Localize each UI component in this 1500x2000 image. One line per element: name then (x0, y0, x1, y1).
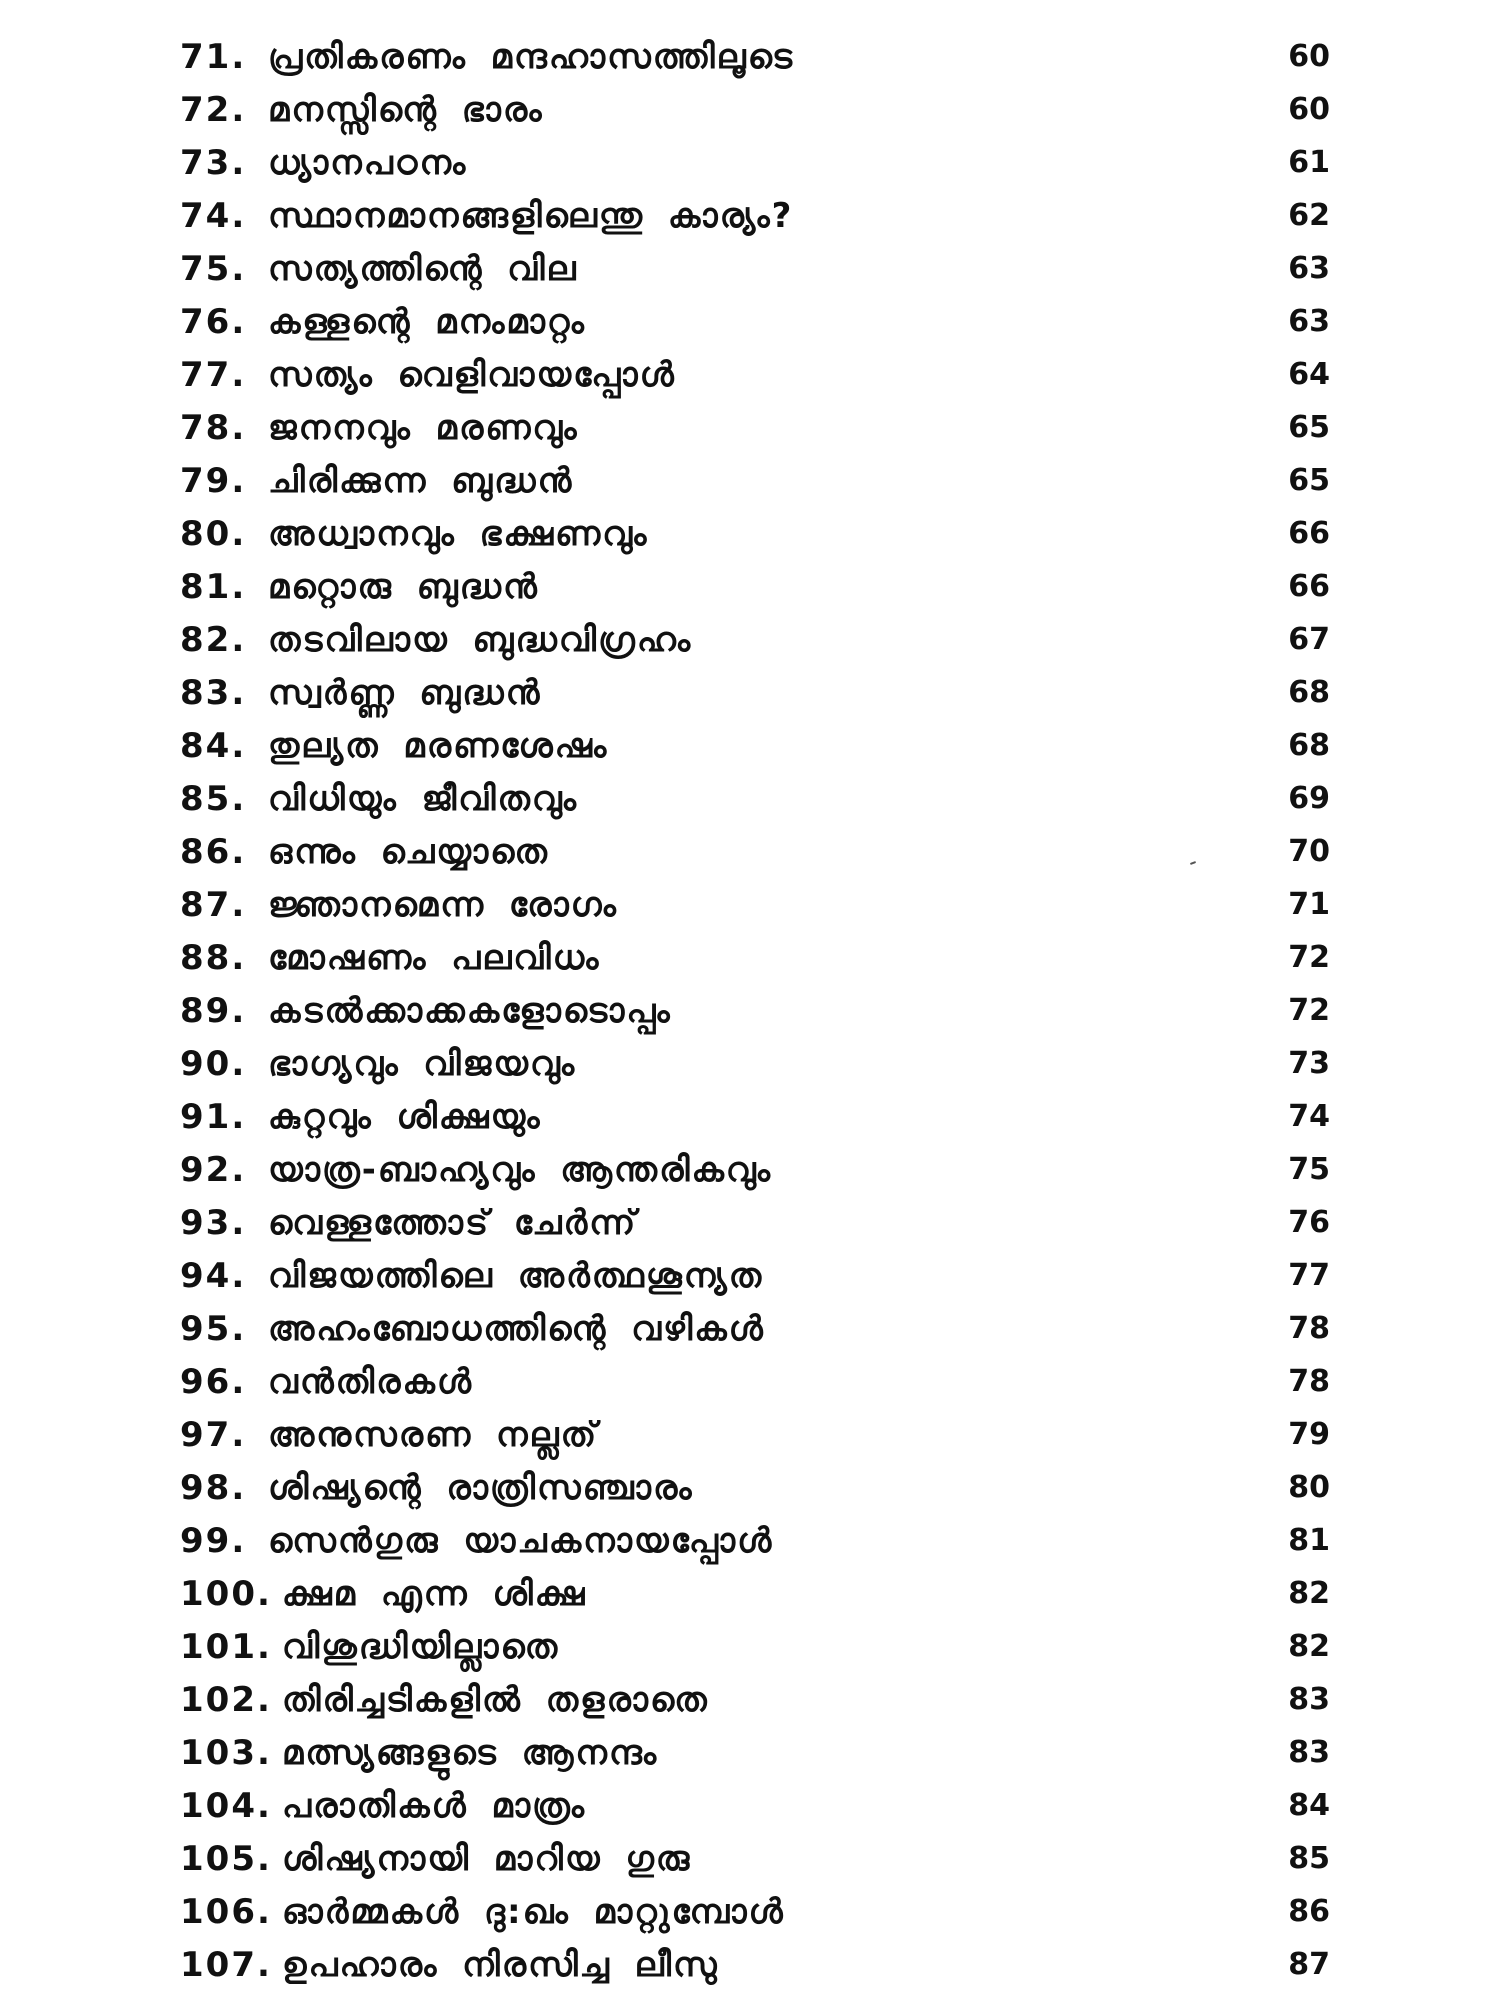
entry-page-number: 87 (1288, 1947, 1330, 1982)
toc-entry (180, 189, 1330, 242)
entry-page-number: 70 (1288, 834, 1330, 869)
toc-entry (180, 1832, 1330, 1885)
toc-entry (180, 1779, 1330, 1832)
entry-page-number: 68 (1288, 675, 1330, 710)
entry-page-number: 86 (1288, 1894, 1330, 1929)
entry-page-number: 61 (1288, 145, 1330, 180)
entry-number: 89. (180, 990, 247, 1031)
entry-number: 102. (180, 1679, 272, 1720)
entry-number: 87. (180, 884, 247, 925)
toc-entry (180, 401, 1330, 454)
entry-title: ഒന്നും ചെയ്യാതെ (268, 831, 549, 872)
entry-number: 107. (180, 1944, 272, 1985)
entry-page-number: 62 (1288, 198, 1330, 233)
entry-page-number: 66 (1288, 569, 1330, 604)
entry-number: 76. (180, 301, 247, 342)
entry-title: ജ്ഞാനമെന്ന രോഗം (268, 884, 618, 925)
entry-title: ഓർമ്മകൾ ദു:ഖം മാറ്റുമ്പോൾ (282, 1891, 785, 1932)
toc-entry (180, 30, 1330, 83)
toc-entry (180, 666, 1330, 719)
entry-number: 79. (180, 460, 247, 501)
entry-number: 96. (180, 1361, 247, 1402)
entry-number: 101. (180, 1626, 272, 1667)
entry-page-number: 79 (1288, 1417, 1330, 1452)
entry-number: 97. (180, 1414, 247, 1455)
toc-entry (180, 1461, 1330, 1514)
toc-entry (180, 136, 1330, 189)
entry-page-number: 65 (1288, 410, 1330, 445)
entry-number: 88. (180, 937, 247, 978)
entry-page-number: 67 (1288, 622, 1330, 657)
entry-number: 93. (180, 1202, 247, 1243)
toc-entry (180, 1885, 1330, 1938)
toc-entry (180, 1037, 1330, 1090)
entry-title: സത്യത്തിന്റെ വില (268, 248, 578, 289)
toc-entry (180, 719, 1330, 772)
entry-title: വെള്ളത്തോട് ചേർന്ന് (268, 1202, 638, 1243)
toc-entry (180, 1620, 1330, 1673)
entry-title: ശിഷ്യന്റെ രാത്രിസഞ്ചാരം (268, 1467, 694, 1508)
entry-page-number: 65 (1288, 463, 1330, 498)
entry-number: 104. (180, 1785, 272, 1826)
entry-page-number: 78 (1288, 1364, 1330, 1399)
entry-title: ശിഷ്യനായി മാറിയ ഗുരു (282, 1838, 692, 1879)
entry-number: 71. (180, 36, 247, 77)
entry-title: ജനനവും മരണവും (268, 407, 579, 448)
toc-entry (180, 984, 1330, 1037)
entry-page-number: 82 (1288, 1576, 1330, 1611)
table-of-contents (180, 30, 1330, 1991)
entry-title: ചിരിക്കുന്ന ബുദ്ധൻ (268, 460, 574, 501)
toc-entry (180, 454, 1330, 507)
entry-title: തുല്യത മരണശേഷം (268, 725, 609, 766)
entry-number: 92. (180, 1149, 247, 1190)
entry-number: 105. (180, 1838, 272, 1879)
entry-page-number: 78 (1288, 1311, 1330, 1346)
entry-number: 94. (180, 1255, 247, 1296)
entry-title: സ്ഥാനമാനങ്ങളിലെന്തു കാര്യം? (268, 195, 794, 236)
entry-title: ഭാഗ്യവും വിജയവും (268, 1043, 577, 1084)
entry-page-number: 66 (1288, 516, 1330, 551)
entry-page-number: 60 (1288, 92, 1330, 127)
entry-number: 84. (180, 725, 247, 766)
entry-title: വൻതിരകൾ (268, 1361, 474, 1402)
entry-page-number: 73 (1288, 1046, 1330, 1081)
entry-number: 77. (180, 354, 247, 395)
entry-number: 90. (180, 1043, 247, 1084)
entry-page-number: 82 (1288, 1629, 1330, 1664)
toc-entry (180, 1143, 1330, 1196)
entry-number: 99. (180, 1520, 247, 1561)
entry-title: മത്സ്യങ്ങളുടെ ആനന്ദം (282, 1732, 659, 1773)
toc-entry (180, 83, 1330, 136)
entry-title: സെൻഗുരു യാചകനായപ്പോൾ (268, 1520, 774, 1561)
entry-page-number: 72 (1288, 940, 1330, 975)
entry-number: 100. (180, 1573, 272, 1614)
entry-number: 106. (180, 1891, 272, 1932)
entry-number: 85. (180, 778, 247, 819)
entry-title: കള്ളന്റെ മനംമാറ്റം (268, 301, 586, 342)
toc-entry (180, 1196, 1330, 1249)
entry-number: 98. (180, 1467, 247, 1508)
entry-number: 80. (180, 513, 247, 554)
toc-entry (180, 1090, 1330, 1143)
entry-number: 91. (180, 1096, 247, 1137)
entry-number: 72. (180, 89, 247, 130)
entry-number: 74. (180, 195, 247, 236)
entry-title: കടൽക്കാക്കകളോടൊപ്പം (268, 990, 672, 1031)
entry-page-number: 74 (1288, 1099, 1330, 1134)
entry-number: 82. (180, 619, 247, 660)
entry-title: യാത്ര-ബാഹ്യവും ആന്തരികവും (268, 1149, 772, 1190)
toc-entry (180, 825, 1330, 878)
entry-page-number: 85 (1288, 1841, 1330, 1876)
entry-title: അനുസരണ നല്ലത് (268, 1414, 599, 1455)
toc-entry (180, 1567, 1330, 1620)
entry-title: അഹംബോധത്തിന്റെ വഴികൾ (268, 1308, 765, 1349)
toc-entry (180, 560, 1330, 613)
entry-page-number: 80 (1288, 1470, 1330, 1505)
entry-page-number: 60 (1288, 39, 1330, 74)
toc-entry (180, 772, 1330, 825)
entry-title: വിജയത്തിലെ അർത്ഥശൂന്യത (268, 1255, 764, 1296)
toc-entry (180, 1249, 1330, 1302)
entry-title: ഉപഹാരം നിരസിച്ച ലീസു (282, 1944, 719, 1985)
entry-title: സത്യം വെളിവായപ്പോൾ (268, 354, 676, 395)
toc-entry (180, 348, 1330, 401)
entry-number: 75. (180, 248, 247, 289)
entry-number: 73. (180, 142, 247, 183)
entry-page-number: 68 (1288, 728, 1330, 763)
toc-entry (180, 878, 1330, 931)
entry-page-number: 69 (1288, 781, 1330, 816)
entry-number: 83. (180, 672, 247, 713)
entry-number: 95. (180, 1308, 247, 1349)
entry-title: പരാതികൾ മാത്രം (282, 1785, 587, 1826)
entry-number: 86. (180, 831, 247, 872)
entry-page-number: 75 (1288, 1152, 1330, 1187)
entry-title: തടവിലായ ബുദ്ധവിഗ്രഹം (268, 619, 693, 660)
entry-page-number: 64 (1288, 357, 1330, 392)
entry-page-number: 72 (1288, 993, 1330, 1028)
entry-title: മോഷണം പലവിധം (268, 937, 601, 978)
toc-entry (180, 1726, 1330, 1779)
entry-title: സ്വർണ്ണ ബുദ്ധൻ (268, 672, 542, 713)
entry-title: വിധിയും ജീവിതവും (268, 778, 579, 819)
entry-title: ധ്യാനപഠനം (268, 142, 468, 183)
entry-title: അധ്വാനവും ഭക്ഷണവും (268, 513, 649, 554)
toc-entry (180, 1302, 1330, 1355)
entry-page-number: 81 (1288, 1523, 1330, 1558)
toc-entry (180, 1938, 1330, 1991)
toc-entry (180, 931, 1330, 984)
entry-title: മനസ്സിന്റെ ഭാരം (268, 89, 544, 130)
entry-title: പ്രതികരണം മന്ദഹാസത്തിലൂടെ (268, 36, 795, 77)
entry-title: തിരിച്ചടികളിൽ തളരാതെ (282, 1679, 709, 1720)
entry-title: മറ്റൊരു ബുദ്ധൻ (268, 566, 539, 607)
entry-page-number: 76 (1288, 1205, 1330, 1240)
entry-title: കുറ്റവും ശിക്ഷയും (268, 1096, 542, 1137)
toc-entry (180, 1514, 1330, 1567)
entry-title: വിശുദ്ധിയില്ലാതെ (282, 1626, 560, 1667)
entry-page-number: 71 (1288, 887, 1330, 922)
toc-entry (180, 1355, 1330, 1408)
toc-entry (180, 1673, 1330, 1726)
toc-entry (180, 242, 1330, 295)
entry-page-number: 77 (1288, 1258, 1330, 1293)
entry-page-number: 63 (1288, 304, 1330, 339)
entry-page-number: 83 (1288, 1682, 1330, 1717)
entry-number: 78. (180, 407, 247, 448)
entry-number: 81. (180, 566, 247, 607)
entry-title: ക്ഷമ എന്ന ശിക്ഷ (282, 1573, 587, 1614)
toc-entry (180, 1408, 1330, 1461)
entry-number: 103. (180, 1732, 272, 1773)
toc-entry (180, 295, 1330, 348)
entry-page-number: 63 (1288, 251, 1330, 286)
entry-page-number: 84 (1288, 1788, 1330, 1823)
toc-entry (180, 613, 1330, 666)
entry-page-number: 83 (1288, 1735, 1330, 1770)
toc-entry (180, 507, 1330, 560)
